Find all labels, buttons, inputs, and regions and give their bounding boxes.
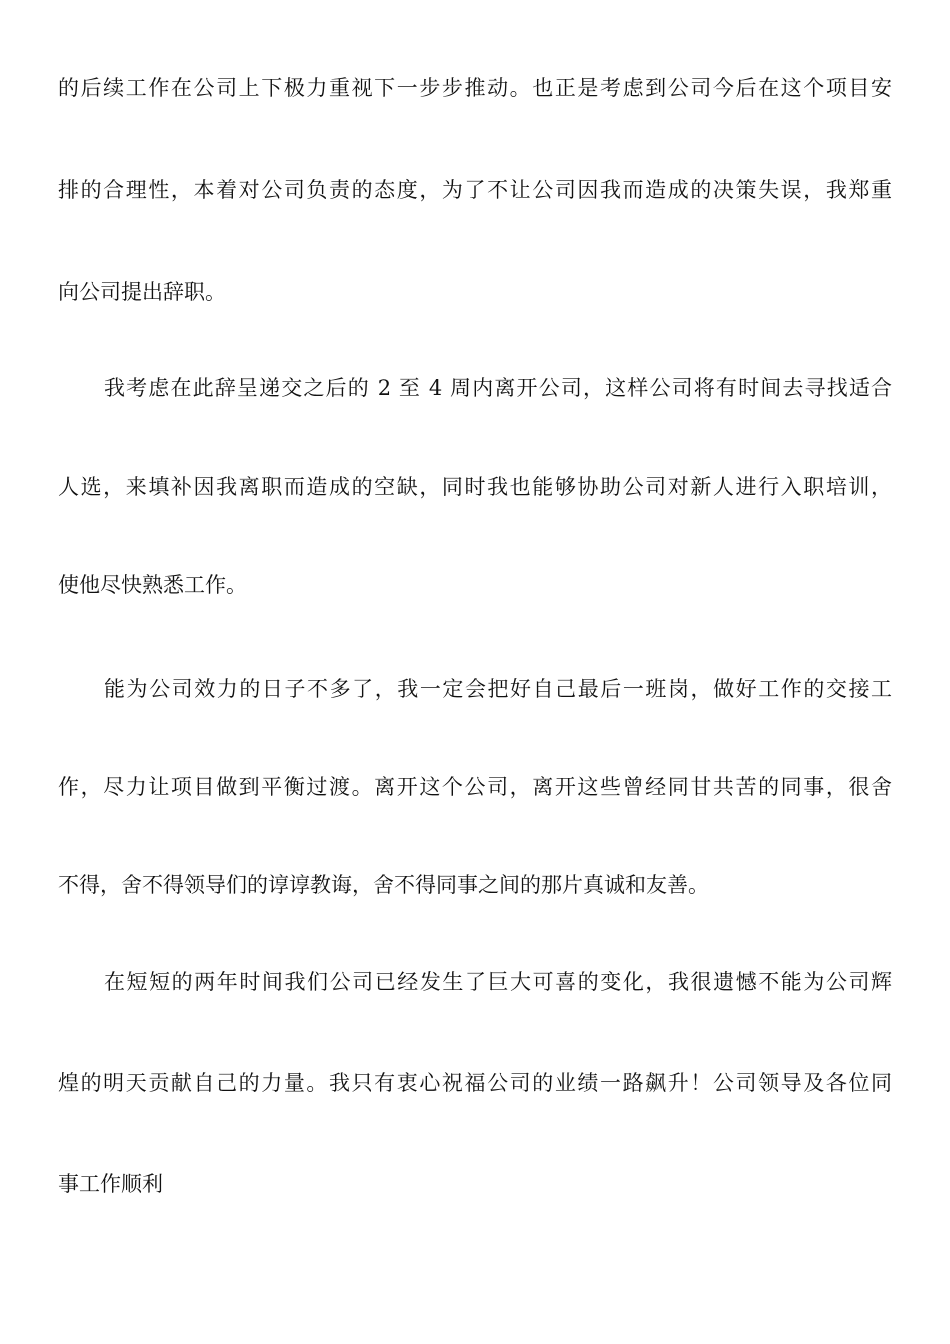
- text-line: 人选，来填补因我离职而造成的空缺，同时我也能够协助公司对新人进行入职培训，: [58, 475, 892, 499]
- text-line: 排的合理性，本着对公司负责的态度，为了不让公司因我而造成的决策失误，我郑重: [58, 178, 892, 202]
- text-line: 使他尽快熟悉工作。: [58, 573, 247, 597]
- text-line: 煌的明天贡献自己的力量。我只有衷心祝福公司的业绩一路飙升！公司领导及各位同: [58, 1071, 892, 1095]
- paragraph-first-line: 在短短的两年时间我们公司已经发生了巨大可喜的变化，我很遗憾不能为公司辉: [104, 970, 892, 994]
- text-line: 向公司提出辞职。: [58, 280, 226, 304]
- paragraph-first-line: 能为公司效力的日子不多了，我一定会把好自己最后一班岗，做好工作的交接工: [104, 677, 892, 701]
- paragraph-first-line: 我考虑在此辞呈递交之后的 2 至 4 周内离开公司，这样公司将有时间去寻找适合: [104, 376, 892, 400]
- text-line: 作，尽力让项目做到平衡过渡。离开这个公司，离开这些曾经同甘共苦的同事，很舍: [58, 775, 892, 799]
- text-line: 的后续工作在公司上下极力重视下一步步推动。也正是考虑到公司今后在这个项目安: [58, 76, 892, 100]
- text-line: 事工作顺利: [58, 1172, 163, 1196]
- text-line: 不得，舍不得领导们的谆谆教诲，舍不得同事之间的那片真诚和友善。: [58, 873, 709, 897]
